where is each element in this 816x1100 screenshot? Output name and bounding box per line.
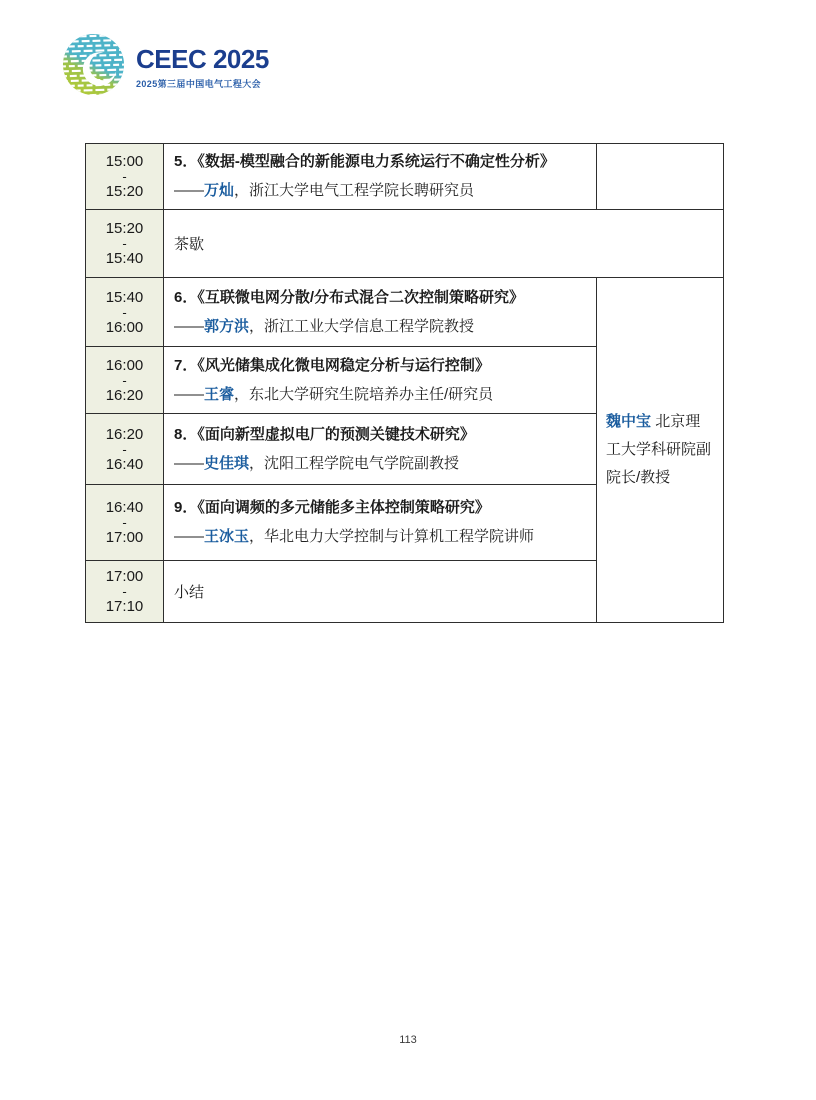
session-cell: [164, 414, 597, 485]
speaker-affiliation: ，东北大学研究生院培养办主任/研究员: [234, 385, 494, 403]
chair-name: 魏中宝: [606, 413, 652, 430]
speaker-name: 史佳琪: [204, 454, 250, 472]
speaker-name: 王冰玉: [204, 528, 250, 545]
table-row: [86, 144, 724, 210]
chair-affiliation: 北京理工大学科研院副院长/教授: [606, 413, 712, 486]
speaker-affiliation: ，浙江大学电气工程学院长聘研究员: [234, 182, 475, 199]
empty-cell: [597, 144, 724, 210]
session-cell: [164, 347, 597, 414]
speaker-name: 万灿: [204, 182, 235, 199]
conference-title: CEEC 2025: [136, 44, 269, 75]
speaker-affiliation: ，沈阳工程学院电气学院副教授: [249, 454, 460, 472]
session-cell: [164, 485, 597, 561]
session-title: 5．《数据-模型融合的新能源电力系统运行不确定性分析》: [174, 153, 555, 170]
em-dash: ——: [174, 317, 204, 335]
session-title: 9．《面向调频的多元储能多主体控制策略研究》: [174, 499, 490, 516]
table-row: [86, 278, 724, 347]
summary-cell: 小结: [164, 561, 597, 623]
session-chair-cell: [597, 278, 724, 623]
speaker-affiliation: ，浙江工业大学信息工程学院教授: [249, 317, 475, 335]
speaker-affiliation: ，华北电力大学控制与计算机工程学院讲师: [249, 528, 535, 545]
em-dash: ——: [174, 454, 204, 472]
speaker-line: [174, 454, 586, 474]
speaker-name: 郭方洪: [204, 317, 250, 335]
schedule-table: [85, 143, 724, 623]
time-slot: 16:20 - 16:40: [86, 414, 164, 485]
conference-subtitle: 2025第三届中国电气工程大会: [136, 78, 262, 89]
session-title: 8．《面向新型虚拟电厂的预测关键技术研究》: [174, 425, 475, 443]
break-cell: 茶歇: [164, 210, 724, 278]
speaker-name: 王睿: [204, 385, 235, 403]
table-row: [86, 210, 724, 278]
time-slot: 15:40 - 16:00: [86, 278, 164, 347]
schedule-table-container: [85, 143, 724, 623]
striped-globe-icon: [60, 32, 127, 104]
time-slot: 16:40 - 17:00: [86, 485, 164, 561]
time-slot: 16:00 - 16:20: [86, 347, 164, 414]
session-title: 7．《风光储集成化微电网稳定分析与运行控制》: [174, 356, 490, 374]
em-dash: ——: [174, 528, 204, 545]
speaker-line: [174, 527, 586, 547]
em-dash: ——: [174, 182, 204, 199]
speaker-line: [174, 385, 586, 405]
em-dash: ——: [174, 385, 204, 403]
page-number: 113: [399, 1034, 417, 1046]
brand-text: [136, 46, 269, 89]
speaker-line: [174, 181, 586, 201]
time-slot: 15:00 - 15:20: [86, 144, 164, 210]
session-cell: [164, 278, 597, 347]
speaker-line: [174, 317, 586, 337]
session-title: 6．《互联微电网分散/分布式混合二次控制策略研究》: [174, 288, 525, 306]
conference-logo: [60, 32, 269, 104]
session-cell: [164, 144, 597, 210]
time-slot: 15:20 - 15:40: [86, 210, 164, 278]
time-slot: 17:00 - 17:10: [86, 561, 164, 623]
